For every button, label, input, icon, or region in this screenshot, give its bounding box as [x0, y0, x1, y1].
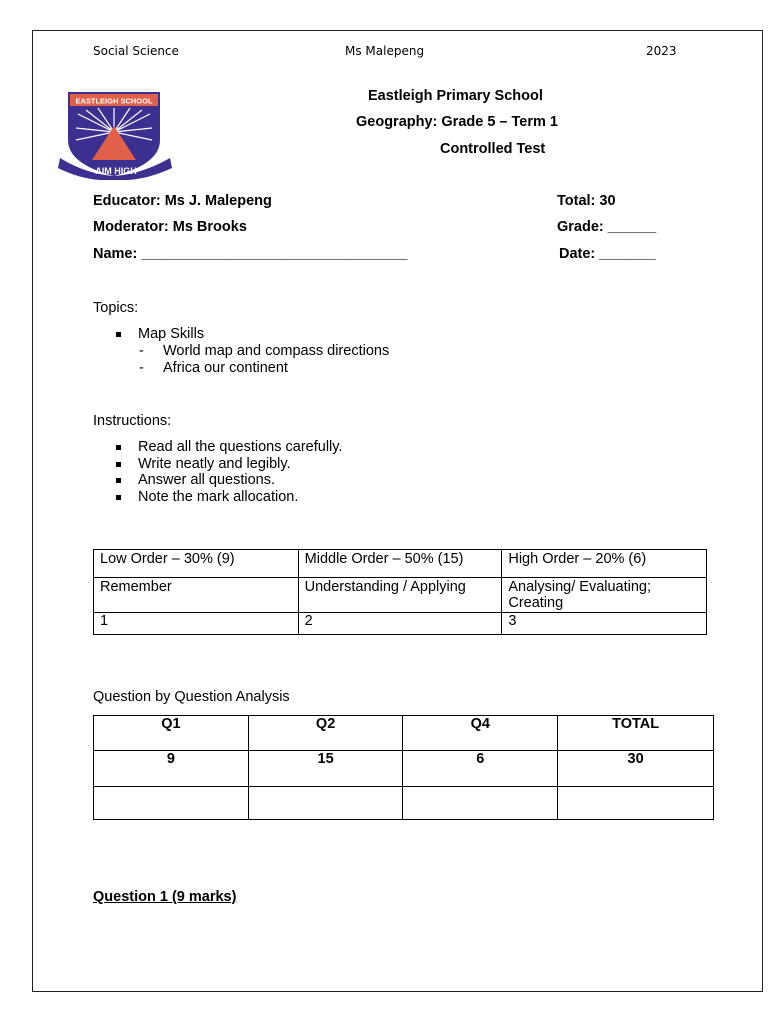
table-row: [94, 716, 714, 751]
table-cell: 9: [94, 751, 249, 787]
topic-sub-2: - Africa our continent: [139, 360, 288, 376]
instructions-heading: Instructions:: [93, 413, 172, 429]
header-subject: Social Science: [93, 44, 179, 58]
school-name: Eastleigh Primary School: [368, 88, 543, 104]
list-item: Note the mark allocation.: [93, 489, 342, 506]
table-cell: [248, 787, 403, 820]
table-row: [94, 550, 707, 578]
test-type: Controlled Test: [440, 141, 546, 157]
list-item: Write neatly and legibly.: [93, 456, 342, 473]
table-cell: Analysing/ Evaluating; Creating: [502, 578, 707, 613]
table-cell: High Order – 20% (6): [502, 550, 707, 578]
table-cell: Low Order – 30% (9): [94, 550, 299, 578]
table-cell: 15: [248, 751, 403, 787]
subject-line: Geography: Grade 5 – Term 1: [356, 114, 558, 130]
instructions-list: [93, 439, 342, 505]
question-analysis-table: [93, 715, 714, 820]
total-line: Total: 30: [557, 193, 616, 209]
list-item: Map Skills: [93, 326, 204, 343]
moderator-line: Moderator: Ms Brooks: [93, 219, 247, 235]
date-line: Date: _______: [559, 246, 656, 262]
table-cell: [558, 787, 714, 820]
logo-banner-text: EASTLEIGH SCHOOL: [75, 96, 153, 106]
table-header-cell: Q2: [248, 716, 403, 751]
table-cell: [403, 787, 558, 820]
table-cell: 2: [298, 613, 502, 635]
table-row: [94, 751, 714, 787]
question-1-heading: Question 1 (9 marks): [93, 889, 237, 905]
name-line: Name: _________________________________: [93, 246, 408, 262]
topics-heading: Topics:: [93, 300, 139, 316]
table-row: [94, 578, 707, 613]
table-cell: 1: [94, 613, 299, 635]
table-row: [94, 613, 707, 635]
table-header-cell: TOTAL: [558, 716, 714, 751]
school-logo: [56, 88, 176, 180]
table-cell: 3: [502, 613, 707, 635]
table-header-cell: Q4: [403, 716, 558, 751]
list-item: Read all the questions carefully.: [93, 439, 342, 456]
table-cell: 6: [403, 751, 558, 787]
topics-list: [93, 326, 204, 343]
educator-line: Educator: Ms J. Malepeng: [93, 193, 272, 209]
cognitive-levels-table: [93, 549, 707, 635]
logo-motto: AIM HIGH: [95, 166, 137, 176]
analysis-heading: Question by Question Analysis: [93, 689, 290, 705]
table-cell: Understanding / Applying: [298, 578, 502, 613]
list-item: Answer all questions.: [93, 472, 342, 489]
table-cell: Remember: [94, 578, 299, 613]
table-row: [94, 787, 714, 820]
topic-sub-1: - World map and compass directions: [139, 343, 390, 359]
table-header-cell: Q1: [94, 716, 249, 751]
table-cell: Middle Order – 50% (15): [298, 550, 502, 578]
header-teacher: Ms Malepeng: [345, 44, 425, 58]
header-year: 2023: [646, 44, 677, 58]
grade-line: Grade: ______: [557, 219, 657, 235]
table-cell: 30: [558, 751, 714, 787]
table-cell: [94, 787, 249, 820]
